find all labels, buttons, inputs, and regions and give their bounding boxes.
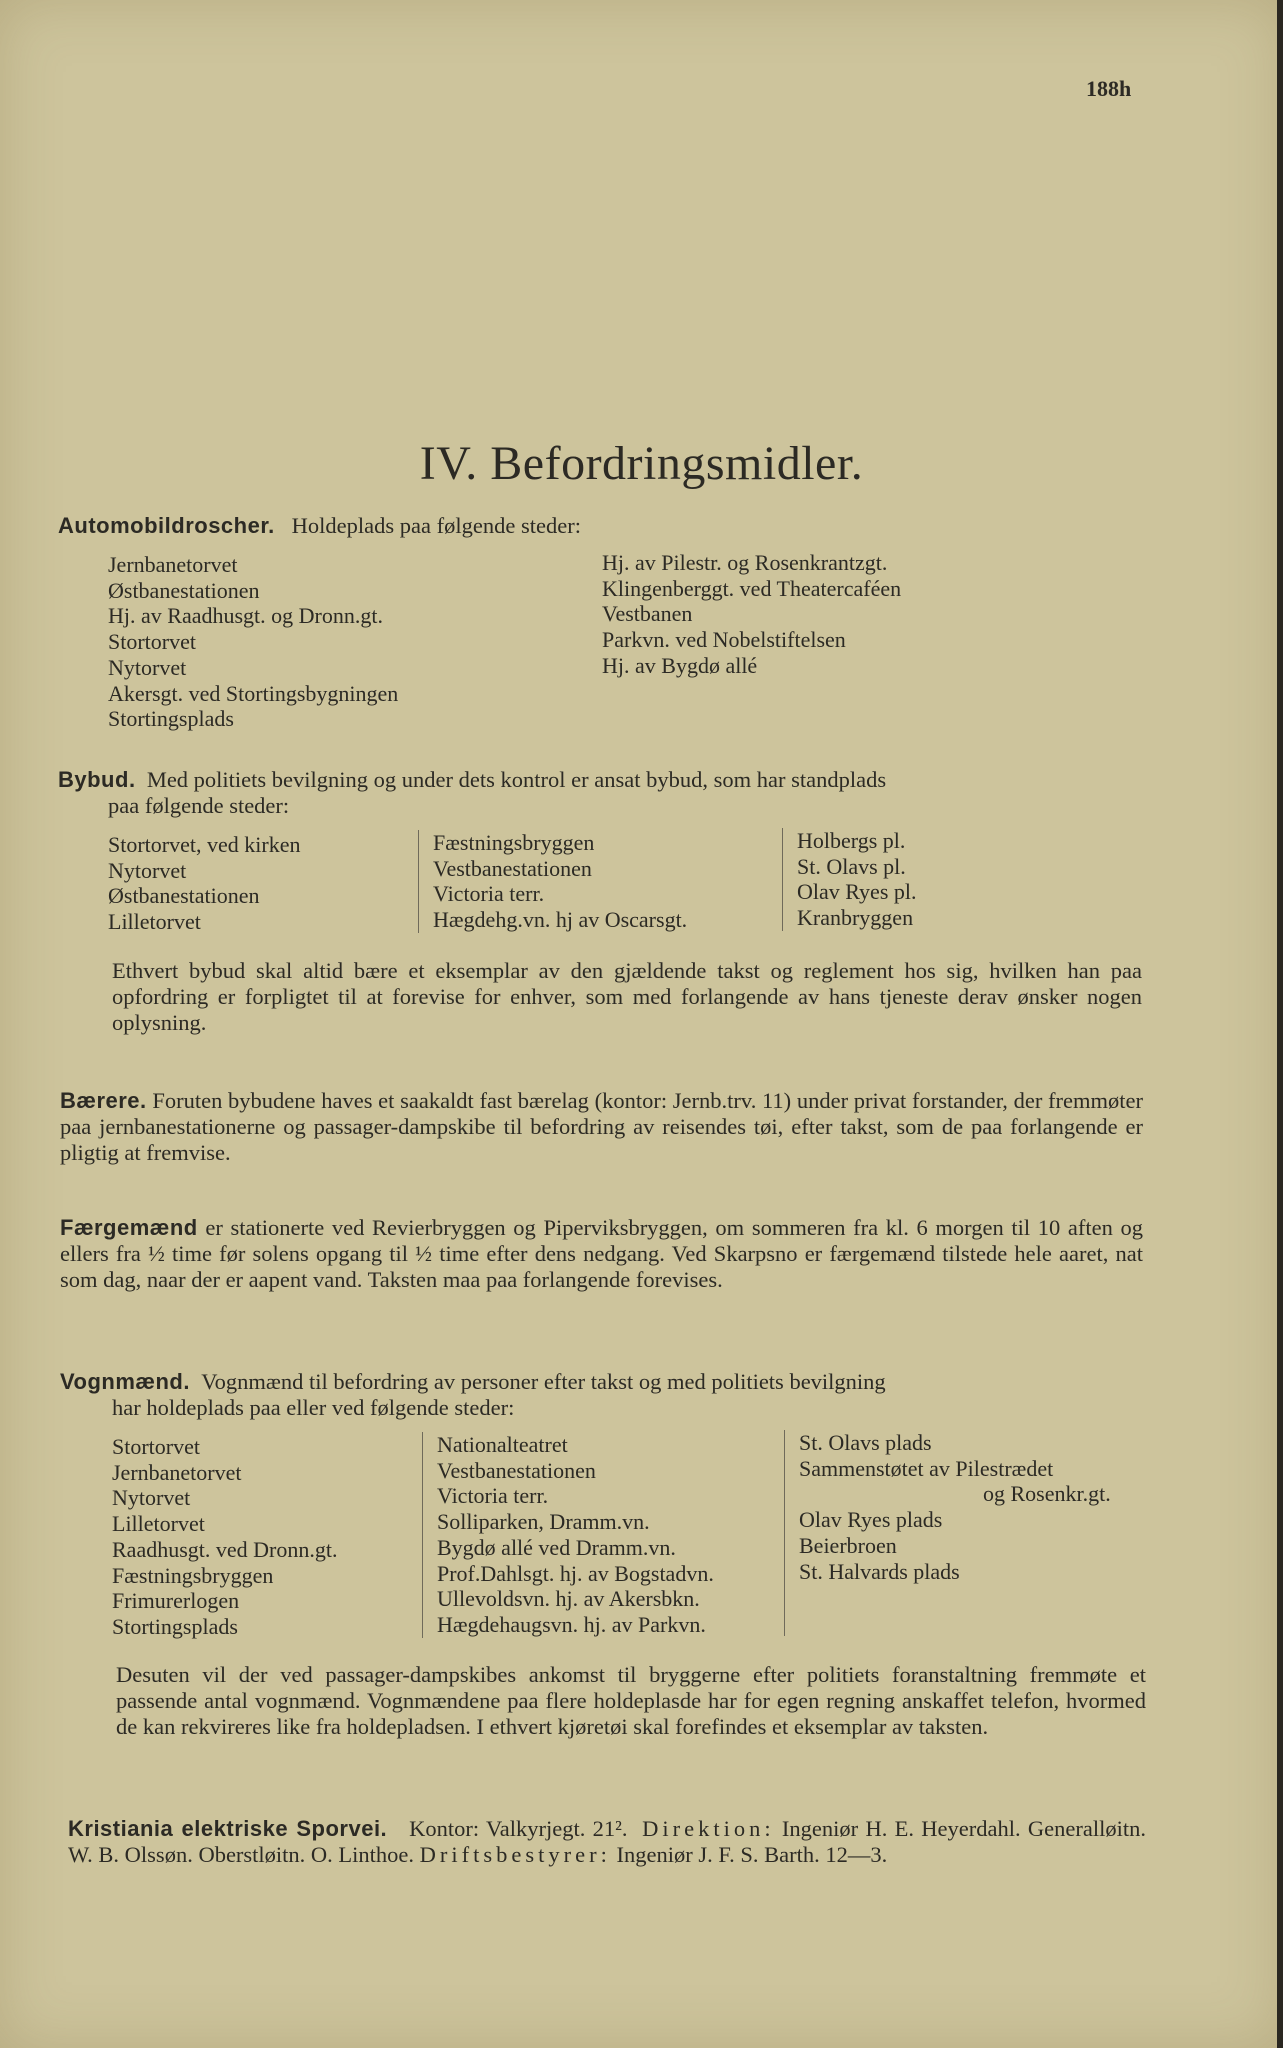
list-item: Stortorvet — [112, 1434, 200, 1459]
baerere-heading: Bærere. — [60, 1088, 147, 1113]
baerere-text: Foruten bybudene haves et saakaldt fast bærelag (kontor: Jernb.trv. 11) under privat forstander, der fremmøter paa jernbanestationerne og passager-dampskibe til befordring av reisendes tøi, efter takst, som de paa forlangende er pligtig at fremvise. — [60, 1088, 1143, 1165]
auto-list-right — [602, 550, 901, 679]
list-item: Fæstningsbryggen — [112, 1562, 274, 1588]
faergemaend-heading: Færgemænd — [60, 1215, 198, 1240]
list-item: Sammenstøtet av Pilestrædet — [799, 1455, 1054, 1481]
faergemaend-text: er stationerte ved Revierbryggen og Piperviksbryggen, om sommeren fra kl. 6 morgen til 10 aften og ellers fra ½ time før solens opgang til ½ time efter dens nedgang. Ved Skarpsno er færgemænd tilstede hele aaret, nat som dag, naar der er aapent vand. Taksten maa paa forlangende forevises. — [60, 1215, 1144, 1292]
list-item: Hægdehg.vn. hj av Oscarsgt. — [433, 907, 688, 933]
list-item: Victoria terr. — [433, 881, 545, 907]
list-item: Kranbryggen — [797, 905, 914, 931]
list-item: Solliparken, Dramm.vn. — [437, 1509, 650, 1535]
vognmaend-col2 — [422, 1432, 714, 1638]
sporvei-direktion: Ingeniør H. E. Heyerdahl. Generalløitn. W. B. Olssøn. Oberstløitn. O. Linthoe. — [68, 1816, 1147, 1867]
list-item: Vestbanestationen — [437, 1457, 596, 1483]
list-item: Ullevoldsvn. hj. av Akersbkn. — [437, 1586, 700, 1612]
list-item: Østbanestationen — [108, 577, 260, 603]
vognmaend-heading: Vognmænd. — [60, 1369, 190, 1394]
chapter-title: IV. Befordringsmidler. — [419, 437, 864, 490]
sporvei-kontor: Kontor: Valkyrjegt. 21². — [409, 1816, 628, 1841]
bybud-col2 — [418, 830, 687, 933]
list-item: Nationalteatret — [437, 1432, 568, 1457]
baerere-paragraph — [60, 1088, 1143, 1166]
list-item: Raadhusgt. ved Dronn.gt. — [112, 1536, 338, 1562]
bybud-col3 — [782, 828, 917, 931]
bybud-heading: Bybud. — [58, 767, 136, 792]
sporvei-heading: Kristiania elektriske Sporvei. — [68, 1816, 388, 1841]
vognmaend-col3 — [784, 1430, 1111, 1636]
list-item: Hj. av Pilestr. og Rosenkrantzgt. — [602, 550, 888, 575]
list-item: Jernbanetorvet — [112, 1459, 242, 1485]
auto-list-left — [108, 552, 398, 732]
list-item: Victoria terr. — [437, 1483, 549, 1509]
bybud-intro-line1: Med politiets bevilgning og under dets kontrol er ansat bybud, som har standplads — [146, 767, 887, 792]
list-item: Lilletorvet — [108, 909, 201, 935]
list-item: og Rosenkr.gt. — [983, 1481, 1111, 1507]
vognmaend-section-heading-line — [60, 1369, 1143, 1395]
bybud-note: Ethvert bybud skal altid bære et eksemplar av den gjældende takst og reglement hos sig, hvilken han paa opfordring er forpligtet til at forevise for enhver, som med forlangende av hans tjeneste derav ønsker nogen oplysning. — [112, 958, 1142, 1035]
list-item: Frimurerlogen — [112, 1588, 240, 1614]
faergemaend-paragraph — [60, 1215, 1143, 1293]
auto-heading: Automobildroscher. — [58, 513, 275, 538]
auto-section-heading-line — [58, 513, 1148, 539]
list-item: Nytorvet — [108, 654, 187, 680]
vognmaend-intro-line2: har holdeplads paa eller ved følgende steder: — [112, 1395, 515, 1420]
list-item: Vestbanen — [602, 601, 693, 627]
sporvei-driftsbestyrer-label: Driftsbestyrer: — [419, 1842, 611, 1867]
list-item: Østbanestationen — [108, 883, 260, 909]
list-item: Lilletorvet — [112, 1511, 205, 1537]
vognmaend-col1 — [112, 1434, 337, 1640]
list-item: St. Olavs pl. — [797, 853, 906, 879]
auto-intro: Holdeplads paa følgende steder: — [291, 513, 581, 538]
list-item: St. Olavs plads — [799, 1430, 932, 1455]
list-item: St. Halvards plads — [799, 1558, 960, 1584]
list-item: Vestbanestationen — [433, 855, 592, 881]
list-item: Olav Ryes plads — [799, 1507, 943, 1533]
list-item: Klingenberggt. ved Theatercaféen — [602, 575, 902, 601]
page-edge — [1277, 0, 1283, 2048]
sporvei-direktion-label: Direktion: — [642, 1816, 775, 1841]
list-item: Fæstningsbryggen — [433, 830, 595, 855]
sporvei-paragraph — [68, 1816, 1146, 1868]
list-item: Jernbanetorvet — [108, 552, 238, 577]
bybud-section-heading-line — [58, 767, 1148, 793]
vognmaend-note: Desuten vil der ved passager-dampskibes ankomst til bryggerne efter politiets foranstaltning fremmøte et passende antal vognmænd. Vognmændene paa flere holdeplasde har for egen regning anskaffet telefon, hvormed de kan rekvireres like fra holdepladsen. I ethvert kjøretøi skal forefindes et eksemplar av taksten. — [116, 1662, 1146, 1739]
page-number: 188h — [1086, 76, 1132, 101]
list-item: Hj. av Bygdø allé — [602, 652, 758, 678]
list-item: Olav Ryes pl. — [797, 879, 917, 905]
list-item: Stortingsplads — [108, 706, 234, 732]
list-item: Beierbroen — [799, 1532, 897, 1558]
list-item: Stortingsplads — [112, 1613, 238, 1639]
list-item: Hægdehaugsvn. hj. av Parkvn. — [437, 1611, 706, 1637]
list-item: Holbergs pl. — [797, 828, 906, 853]
vognmaend-intro-line1: Vognmænd til befordring av personer efter takst og med politiets bevilgning — [201, 1369, 886, 1394]
list-item: Hj. av Raadhusgt. og Dronn.gt. — [108, 603, 383, 629]
list-item: Bygdø allé ved Dramm.vn. — [437, 1534, 676, 1560]
list-item: Nytorvet — [112, 1485, 191, 1511]
bybud-col1 — [108, 832, 300, 935]
list-item: Stortorvet, ved kirken — [108, 832, 301, 857]
sporvei-driftsbestyrer: Ingeniør J. F. S. Barth. 12—3. — [616, 1842, 888, 1867]
list-item: Nytorvet — [108, 857, 187, 883]
list-item: Prof.Dahlsgt. hj. av Bogstadvn. — [437, 1560, 714, 1586]
list-item: Parkvn. ved Nobelstiftelsen — [602, 627, 846, 653]
bybud-intro-line2: paa følgende steder: — [108, 793, 290, 818]
list-item: Akersgt. ved Stortingsbygningen — [108, 680, 399, 706]
list-item: Stortorvet — [108, 629, 196, 655]
